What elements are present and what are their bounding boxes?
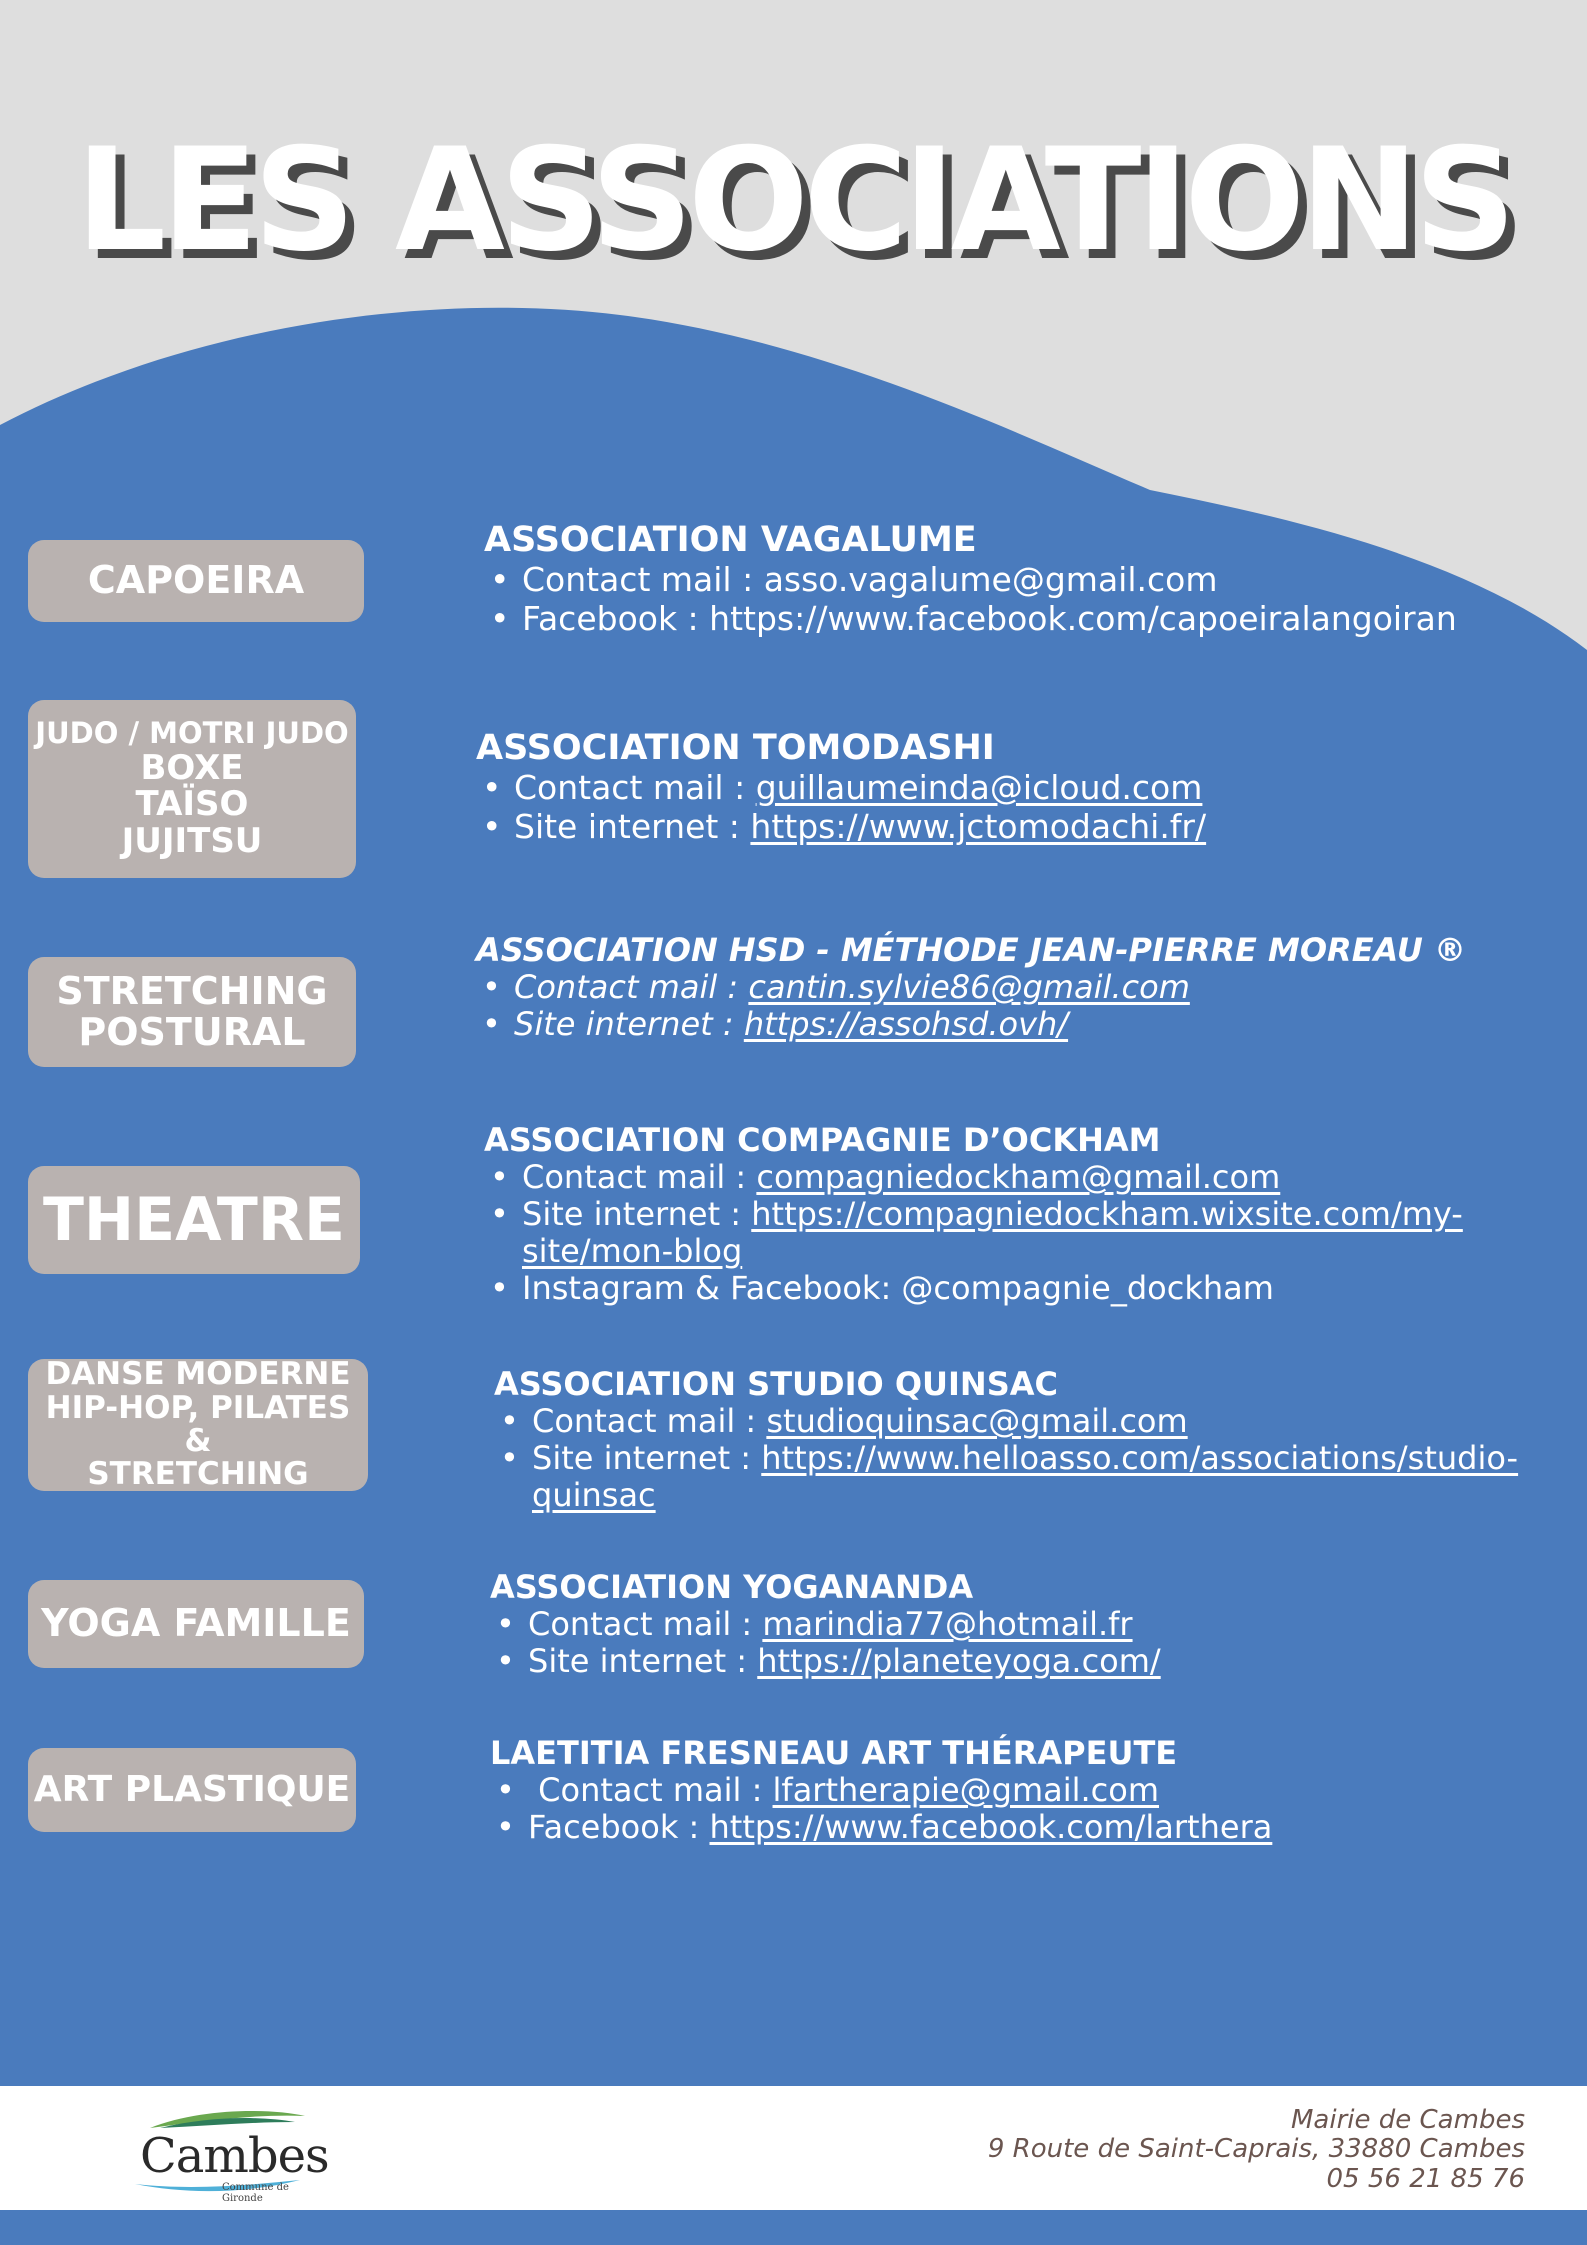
- address-line: 9 Route de Saint-Caprais, 33880 Cambes: [987, 2134, 1525, 2165]
- website-link[interactable]: https://assohsd.ovh/: [743, 1005, 1069, 1044]
- facebook-item: • Facebook : https://www.facebook.com/larthera: [528, 1809, 1530, 1846]
- contact-mail-link[interactable]: lfartherapie@gmail.com: [772, 1771, 1160, 1810]
- contact-mail-item: • Contact mail : lfartherapie@gmail.com: [528, 1772, 1530, 1809]
- category-yoga-famille: [28, 1580, 364, 1668]
- association-name: ASSOCIATION STUDIO QUINSAC: [494, 1365, 1058, 1403]
- contact-mail-value: asso.vagalume@gmail.com: [763, 560, 1218, 599]
- contact-mail-link[interactable]: marindia77@hotmail.fr: [762, 1605, 1133, 1644]
- association-studio-quinsac: [494, 1365, 1534, 1514]
- category-label: STRETCHING: [87, 1456, 309, 1493]
- association-name: ASSOCIATION TOMODASHI: [476, 728, 995, 768]
- category-label: ART PLASTIQUE: [33, 1768, 351, 1810]
- facebook-item: • Facebook : https://www.facebook.com/capoeiralangoiran: [522, 600, 1544, 639]
- category-label: JUJITSU: [121, 821, 263, 862]
- contact-mail-item: • Contact mail : guillaumeinda@icloud.com: [514, 769, 1536, 808]
- website-link[interactable]: https://www.helloasso.com/associations/studio-quinsac: [532, 1439, 1519, 1514]
- association-name: ASSOCIATION YOGANANDA: [490, 1568, 974, 1606]
- category-label: DANSE MODERNE: [45, 1356, 351, 1393]
- contact-mail-item: • Contact mail : studioquinsac@gmail.com: [532, 1403, 1534, 1440]
- website-link[interactable]: https://compagniedockham.wixsite.com/my-site/mon-blog: [522, 1195, 1463, 1270]
- category-judo-boxe-taiso-jujitsu: [28, 700, 356, 878]
- contact-mail-link[interactable]: cantin.sylvie86@gmail.com: [748, 968, 1190, 1007]
- category-label: THEATRE: [42, 1184, 346, 1255]
- logo-text: Cambes: [140, 2128, 329, 2184]
- category-danse: [28, 1356, 368, 1493]
- association-hsd: [476, 931, 1536, 1043]
- category-label: HIP-HOP, PILATES &: [45, 1389, 351, 1459]
- website-item: • Site internet : https://compagniedockham.wixsite.com/my-site/mon-blog: [522, 1196, 1484, 1270]
- social-handle: @compagnie_dockham: [901, 1268, 1274, 1307]
- category-label: POSTURAL: [78, 1010, 306, 1054]
- contact-mail-link[interactable]: guillaumeinda@icloud.com: [755, 768, 1203, 807]
- logo-subtext: Commune de Gironde: [222, 2182, 289, 2204]
- category-label: JUDO / MOTRI JUDO: [35, 716, 349, 751]
- website-item: • Site internet : https://www.jctomodachi.fr/: [514, 808, 1536, 847]
- contact-mail-item: • Contact mail : asso.vagalume@gmail.com: [522, 561, 1544, 600]
- website-link[interactable]: https://www.jctomodachi.fr/: [750, 806, 1207, 846]
- association-art-therapeute: [490, 1734, 1530, 1846]
- contact-mail-link[interactable]: studioquinsac@gmail.com: [766, 1402, 1188, 1441]
- mairie-name: Mairie de Cambes: [1291, 2105, 1525, 2135]
- cambes-logo: [130, 2106, 330, 2204]
- category-label: YOGA FAMILLE: [41, 1601, 351, 1646]
- category-capoeira: [28, 540, 364, 622]
- association-name: ASSOCIATION COMPAGNIE D’OCKHAM: [484, 1121, 1161, 1159]
- category-label: TAÏSO: [135, 784, 249, 825]
- association-vagalume: [484, 519, 1544, 639]
- contact-mail-item: • Contact mail : compagniedockham@gmail.com: [522, 1159, 1484, 1196]
- association-compagnie-dockham: [484, 1121, 1484, 1307]
- website-item: • Site internet : https://planeteyoga.com/: [528, 1643, 1530, 1680]
- category-label: STRETCHING: [56, 968, 328, 1013]
- footer-address: [988, 2106, 1525, 2194]
- category-theatre: [28, 1166, 360, 1274]
- association-name: LAETITIA FRESNEAU ART THÉRAPEUTE: [490, 1734, 1178, 1772]
- association-name: ASSOCIATION VAGALUME: [484, 520, 977, 560]
- phone-number: 05 56 21 85 76: [1326, 2163, 1525, 2194]
- contact-mail-item: • Contact mail : marindia77@hotmail.fr: [528, 1606, 1530, 1643]
- category-label: CAPOEIRA: [87, 558, 305, 603]
- facebook-link[interactable]: https://www.facebook.com/larthera: [709, 1808, 1273, 1847]
- contact-mail-link[interactable]: compagniedockham@gmail.com: [756, 1158, 1281, 1197]
- footer-bar: [0, 2210, 1587, 2245]
- website-item: • Site internet : https://www.helloasso.com/associations/studio-quinsac: [532, 1440, 1534, 1514]
- facebook-value: https://www.facebook.com/capoeiralangoiran: [709, 598, 1457, 638]
- association-name: ASSOCIATION HSD - MÉTHODE JEAN-PIERRE MOREAU ®: [476, 931, 1466, 969]
- association-yogananda: [490, 1568, 1530, 1680]
- page-title: LES ASSOCIATIONS: [75, 118, 1512, 283]
- category-art-plastique: [28, 1748, 356, 1832]
- category-stretching-postural: [28, 957, 356, 1067]
- social-item: • Instagram & Facebook: @compagnie_dockham: [522, 1270, 1484, 1307]
- association-tomodashi: [476, 727, 1536, 847]
- website-item: • Site internet : https://assohsd.ovh/: [514, 1006, 1536, 1043]
- contact-mail-item: • Contact mail : cantin.sylvie86@gmail.com: [514, 969, 1536, 1006]
- website-link[interactable]: https://planeteyoga.com/: [757, 1642, 1161, 1681]
- category-label: BOXE: [140, 747, 244, 788]
